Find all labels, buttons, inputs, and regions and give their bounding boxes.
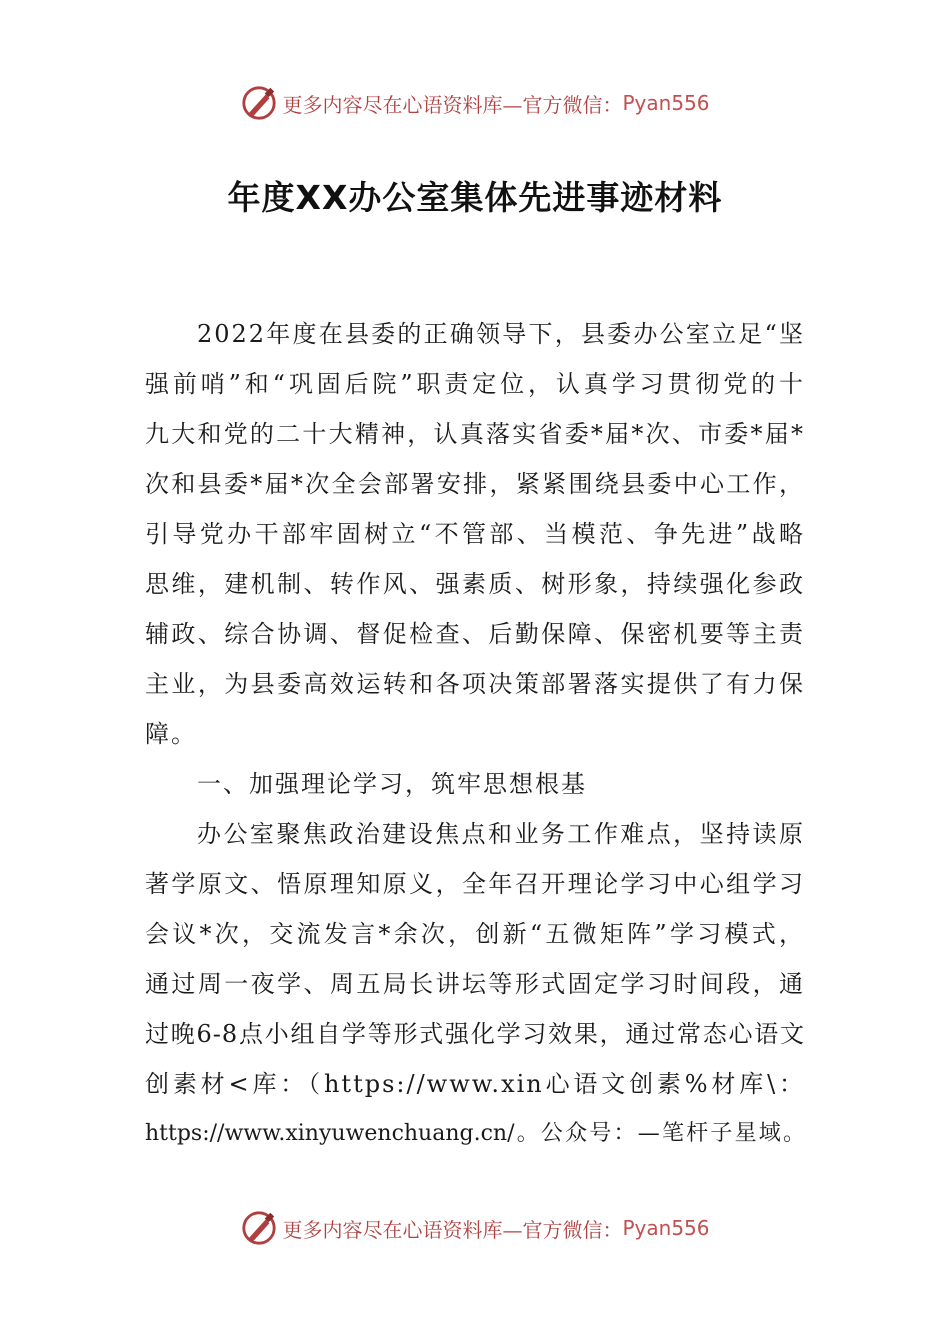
pen-logo-icon [240, 84, 278, 122]
body-line: 辅政、综合协调、督促检查、后勤保障、保密机要等主责 [145, 620, 805, 648]
body-line: 主业，为县委高效运转和各项决策部署落实提供了有力保 [145, 670, 805, 698]
body-line: 会议*次，交流发言*余次，创新“五微矩阵”学习模式， [145, 920, 805, 948]
body-line: https://www.xinyuwenchuang.cn/。公众号：—笔杆子星域。 [145, 1121, 805, 1146]
banner-text: 更多内容尽在心语资料库—官方微信： [282, 92, 623, 117]
banner-wechat-id: Pyan556 [622, 1216, 710, 1240]
footer-banner [0, 1208, 950, 1248]
body-line: 通过周一夜学、周五局长讲坛等形式固定学习时间段，通 [145, 970, 805, 998]
body-line: 障。 [145, 720, 197, 748]
body-line: 2022年度在县委的正确领导下，县委办公室立足“坚 [197, 320, 805, 348]
body-line: 引导党办干部牢固树立“不管部、当模范、争先进”战略 [145, 520, 805, 548]
body-line: 思维，建机制、转作风、强素质、树形象，持续强化参政 [145, 570, 805, 598]
body-line: 创素材<库：（https://www.xin心语文创素%材库\： [145, 1070, 805, 1098]
banner-wechat-id: Pyan556 [622, 91, 710, 115]
body-line: 强前哨”和“巩固后院”职责定位，认真学习贯彻党的十 [145, 370, 805, 398]
pen-logo-icon [240, 1209, 278, 1247]
banner-text: 更多内容尽在心语资料库—官方微信： [282, 1217, 623, 1242]
body-line: 著学原文、悟原理知原义，全年召开理论学习中心组学习 [145, 870, 805, 898]
body-line: 办公室聚焦政治建设焦点和业务工作难点，坚持读原 [197, 820, 805, 848]
document-title: 年度XX办公室集体先进事迹材料 [227, 178, 723, 217]
body-line: 过晚6-8点小组自学等形式强化学习效果，通过常态心语文 [145, 1020, 805, 1048]
section-heading: 一、加强理论学习，筑牢思想根基 [197, 770, 587, 798]
body-line: 九大和党的二十大精神，认真落实省委*届*次、市委*届* [145, 420, 805, 448]
document-body [145, 309, 805, 1159]
body-line: 次和县委*届*次全会部署安排，紧紧围绕县委中心工作， [145, 470, 805, 498]
header-banner [0, 83, 950, 123]
